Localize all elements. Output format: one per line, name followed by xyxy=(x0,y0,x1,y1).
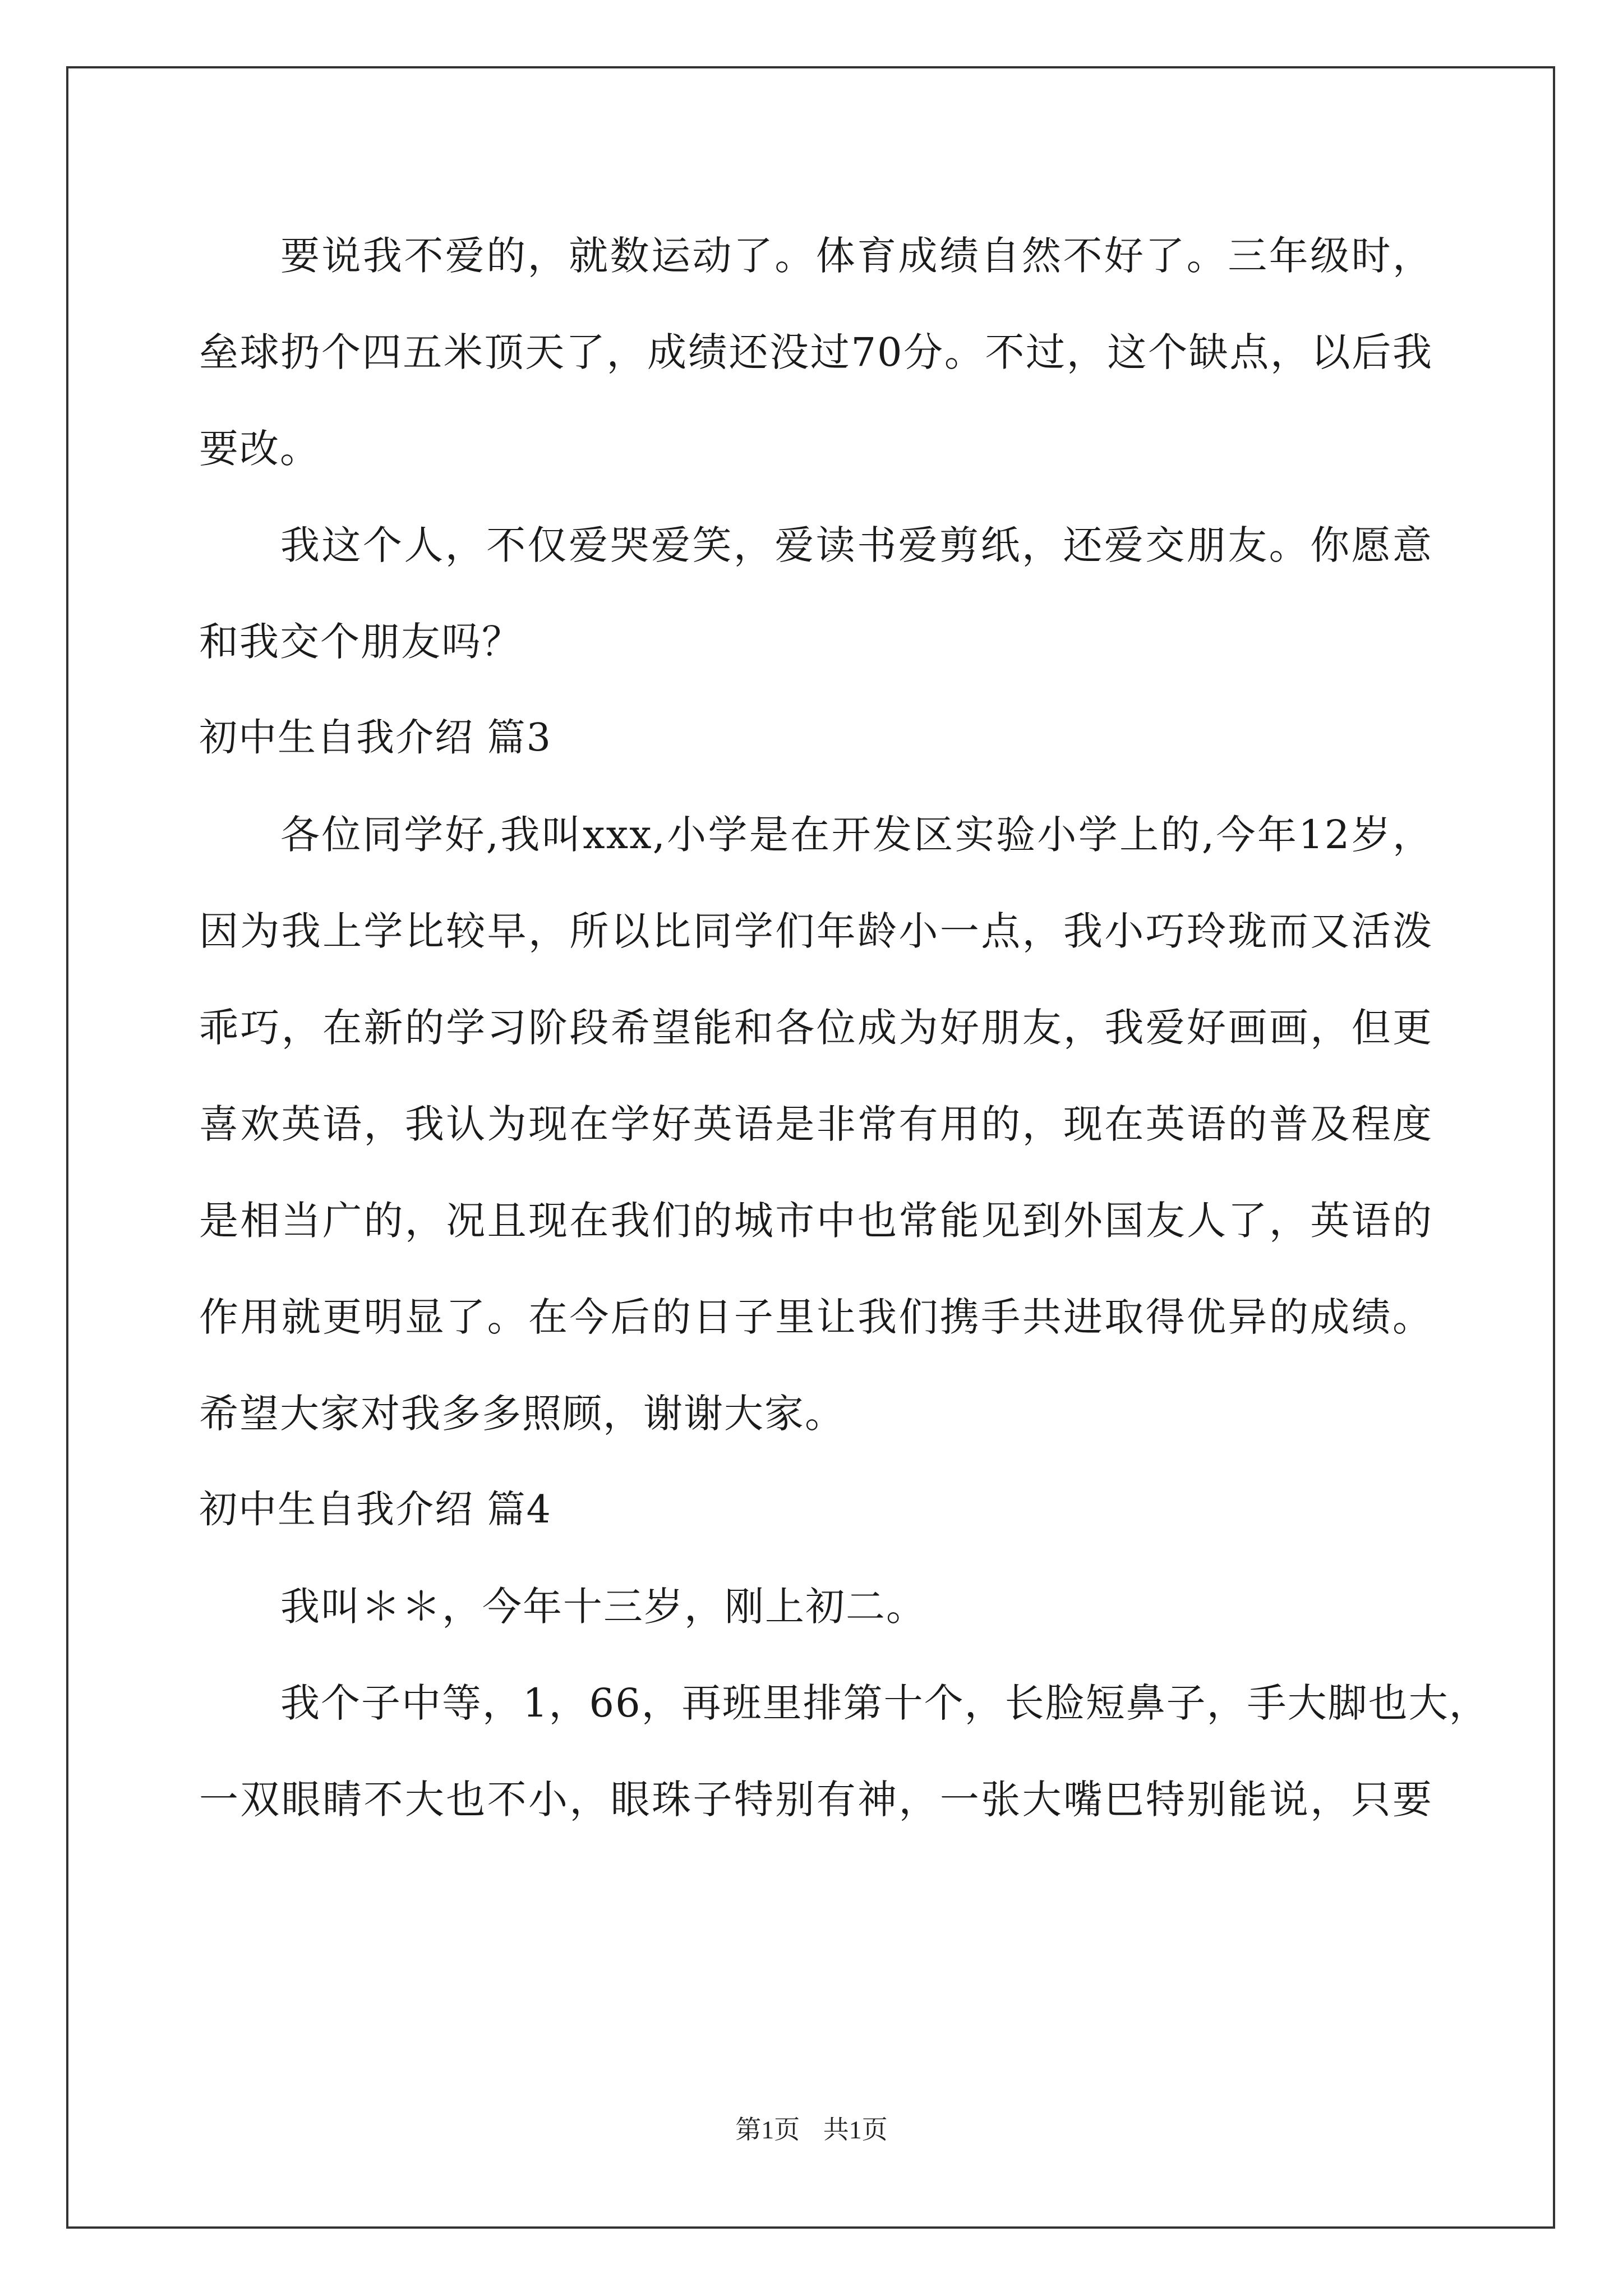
section-heading: 初中生自我介绍 篇3 xyxy=(199,716,552,760)
paragraph-line: 作用就更明显了。在今后的日子里让我们携手共进取得优异的成绩。 xyxy=(199,1294,1433,1340)
paragraph-line: 要改。 xyxy=(199,426,320,472)
paragraph-line: 是相当广的，况且现在我们的城市中也常能见到外国友人了，英语的 xyxy=(199,1198,1433,1244)
page-footer: 第1页 共1页 xyxy=(735,2115,888,2144)
paragraph-line: 垒球扔个四五米顶天了，成绩还没过70分。不过，这个缺点，以后我 xyxy=(199,329,1433,375)
paragraph-line: 一双眼睛不大也不小，眼珠子特别有神，一张大嘴巴特别能说，只要 xyxy=(199,1777,1433,1823)
paragraph-line: 我个子中等，1，66，再班里排第十个，长脸短鼻子，手大脚也大， xyxy=(280,1680,1490,1726)
paragraph-line: 和我交个朋友吗？ xyxy=(199,619,522,665)
section-heading: 初中生自我介绍 篇4 xyxy=(199,1488,552,1532)
paragraph-line: 我叫＊＊，今年十三岁，刚上初二。 xyxy=(280,1584,926,1630)
document-body xyxy=(199,208,1490,1848)
paragraph-line: 因为我上学比较早，所以比同学们年龄小一点，我小巧玲珑而又活泼 xyxy=(199,908,1433,954)
paragraph-line: 各位同学好,我叫xxx,小学是在开发区实验小学上的,今年12岁， xyxy=(280,812,1433,858)
paragraph-line: 希望大家对我多多照顾，谢谢大家。 xyxy=(199,1391,845,1437)
paragraph-line: 喜欢英语，我认为现在学好英语是非常有用的，现在英语的普及程度 xyxy=(199,1101,1433,1147)
paragraph-line: 要说我不爱的，就数运动了。体育成绩自然不好了。三年级时， xyxy=(280,233,1433,279)
paragraph-line: 乖巧，在新的学习阶段希望能和各位成为好朋友，我爱好画画，但更 xyxy=(199,1005,1433,1051)
paragraph-line: 我这个人，不仅爱哭爱笑，爱读书爱剪纸，还爱交朋友。你愿意 xyxy=(280,522,1433,568)
